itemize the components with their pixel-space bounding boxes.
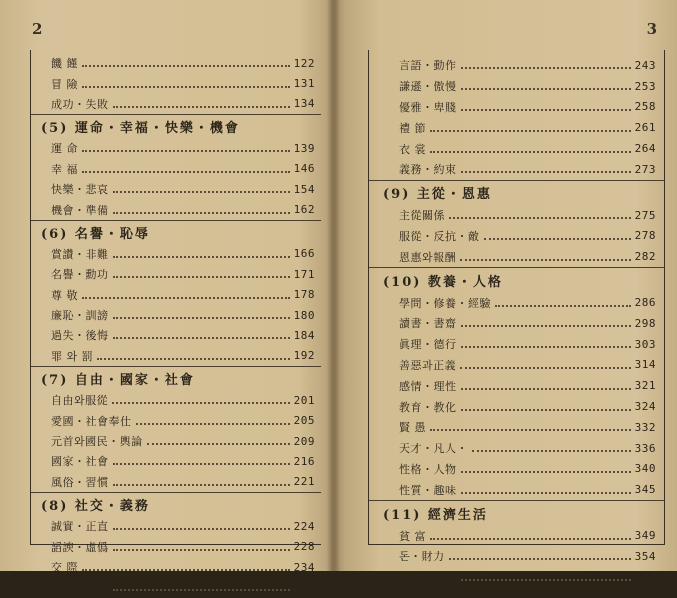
entry-page-number: 192 bbox=[293, 349, 315, 363]
right-contents-list bbox=[369, 55, 664, 588]
contents-entry bbox=[31, 431, 321, 451]
left-page-number: 2 bbox=[32, 20, 43, 38]
entry-title: 饑 饉 bbox=[51, 57, 78, 71]
entry-page-number: 261 bbox=[634, 121, 656, 135]
left-contents-list bbox=[31, 53, 321, 598]
dot-leader bbox=[461, 388, 631, 390]
dot-leader bbox=[461, 67, 631, 69]
section-header bbox=[369, 180, 664, 205]
contents-entry bbox=[369, 226, 664, 247]
entry-title: 人事・愛嬌 bbox=[51, 581, 109, 595]
entry-page-number: 228 bbox=[293, 540, 315, 554]
section-header bbox=[31, 492, 321, 516]
entry-page-number: 253 bbox=[634, 79, 656, 93]
contents-entry bbox=[369, 355, 664, 376]
contents-entry bbox=[31, 472, 321, 492]
entry-page-number: 184 bbox=[293, 328, 315, 342]
section-title: (10) 教養・人格 bbox=[383, 274, 503, 290]
dot-leader bbox=[430, 151, 631, 153]
section-header bbox=[369, 267, 664, 292]
entry-title: 善惡과正義 bbox=[399, 358, 457, 372]
entry-page-number: 240 bbox=[293, 580, 315, 594]
dot-leader bbox=[472, 450, 631, 452]
entry-page-number: 324 bbox=[634, 400, 656, 414]
contents-entry bbox=[31, 557, 321, 577]
entry-page-number: 166 bbox=[293, 247, 315, 261]
contents-entry bbox=[369, 396, 664, 417]
entry-page-number: 154 bbox=[293, 182, 315, 196]
contents-entry bbox=[31, 159, 321, 179]
entry-title: 運 命 bbox=[51, 142, 78, 156]
dot-leader bbox=[460, 259, 630, 261]
contents-entry bbox=[369, 313, 664, 334]
contents-entry bbox=[31, 410, 321, 430]
entry-page-number: 146 bbox=[293, 162, 315, 176]
left-page bbox=[0, 0, 330, 595]
section-header bbox=[31, 220, 321, 244]
entry-title: 性質・趣味 bbox=[399, 483, 457, 497]
dot-leader bbox=[82, 171, 290, 173]
dot-leader bbox=[495, 305, 631, 307]
contents-entry bbox=[31, 577, 321, 597]
dot-leader bbox=[461, 325, 631, 327]
entry-page-number: 216 bbox=[293, 454, 315, 468]
entry-page-number: 278 bbox=[634, 229, 656, 243]
contents-entry bbox=[369, 525, 664, 546]
dot-leader bbox=[430, 130, 631, 132]
entry-page-number: 332 bbox=[634, 420, 656, 434]
contents-entry bbox=[369, 567, 664, 588]
dot-leader bbox=[461, 88, 631, 90]
contents-entry bbox=[31, 451, 321, 471]
entry-title: 學問・修養・經驗 bbox=[399, 296, 491, 310]
dot-leader bbox=[113, 589, 290, 591]
contents-entry bbox=[31, 285, 321, 305]
entry-title: 謟諛・虛僞 bbox=[51, 540, 109, 554]
entry-title: 元首와國民・輿論 bbox=[51, 435, 143, 449]
contents-entry bbox=[31, 179, 321, 199]
entry-page-number: 201 bbox=[293, 393, 315, 407]
section-header bbox=[31, 366, 321, 390]
contents-entry bbox=[31, 305, 321, 325]
entry-title: 快樂・悲哀 bbox=[51, 183, 109, 197]
dot-leader bbox=[449, 217, 631, 219]
entry-title: 幸 福 bbox=[51, 162, 78, 176]
entry-page-number: 273 bbox=[634, 162, 656, 176]
entry-title: 風俗・習慣 bbox=[51, 475, 109, 489]
entry-title: 恩惠와報酬 bbox=[399, 250, 457, 264]
entry-title: 教育・教化 bbox=[399, 400, 457, 414]
dot-leader bbox=[97, 358, 290, 360]
section-title: (11) 經濟生活 bbox=[383, 507, 488, 523]
contents-entry bbox=[369, 438, 664, 459]
entry-page-number: 131 bbox=[293, 77, 315, 91]
dot-leader bbox=[449, 558, 631, 560]
entry-page-number: 369 bbox=[634, 570, 656, 584]
dot-leader bbox=[461, 579, 631, 581]
entry-title: 名譽・勳功 bbox=[51, 268, 109, 282]
entry-title: 性格・人物 bbox=[399, 462, 457, 476]
dot-leader bbox=[82, 65, 290, 67]
entry-title: 服從・反抗・敵 bbox=[399, 229, 480, 243]
dot-leader bbox=[136, 423, 290, 425]
dot-leader bbox=[113, 106, 290, 108]
entry-page-number: 264 bbox=[634, 142, 656, 156]
right-contents-frame bbox=[368, 50, 665, 585]
entry-page-number: 314 bbox=[634, 358, 656, 372]
contents-entry bbox=[31, 199, 321, 219]
entry-title: 賞讚・非難 bbox=[51, 247, 109, 261]
contents-entry bbox=[369, 55, 664, 76]
contents-entry bbox=[369, 459, 664, 480]
section-title: (8) 社交・義務 bbox=[41, 499, 150, 515]
dot-leader bbox=[82, 150, 290, 152]
entry-page-number: 139 bbox=[293, 141, 315, 155]
entry-title: 機會・準備 bbox=[51, 203, 109, 217]
dot-leader bbox=[113, 549, 290, 551]
entry-page-number: 298 bbox=[634, 316, 656, 330]
contents-entry bbox=[31, 73, 321, 93]
entry-title: 廉恥・訓謗 bbox=[51, 309, 109, 323]
entry-page-number: 162 bbox=[293, 203, 315, 217]
section-title: (5) 運命・幸福・快樂・機會 bbox=[41, 121, 240, 137]
contents-entry bbox=[369, 417, 664, 438]
entry-title: 冒 險 bbox=[51, 77, 78, 91]
dot-leader bbox=[113, 484, 290, 486]
entry-title: 義務・約束 bbox=[399, 163, 457, 177]
entry-title: 主從關係 bbox=[399, 209, 445, 223]
dot-leader bbox=[113, 528, 290, 530]
entry-page-number: 180 bbox=[293, 308, 315, 322]
contents-entry bbox=[31, 244, 321, 264]
entry-page-number: 349 bbox=[634, 529, 656, 543]
contents-entry bbox=[369, 76, 664, 97]
contents-entry bbox=[369, 479, 664, 500]
contents-entry bbox=[31, 94, 321, 114]
dot-leader bbox=[430, 429, 631, 431]
entry-page-number: 134 bbox=[293, 97, 315, 111]
entry-page-number: 224 bbox=[293, 519, 315, 533]
contents-entry bbox=[31, 264, 321, 284]
contents-entry bbox=[31, 536, 321, 556]
dot-leader bbox=[113, 463, 290, 465]
entry-page-number: 321 bbox=[634, 379, 656, 393]
entry-title: 賢 愚 bbox=[399, 421, 426, 435]
entry-page-number: 171 bbox=[293, 267, 315, 281]
dot-leader bbox=[484, 238, 631, 240]
entry-title: 貧 富 bbox=[399, 529, 426, 543]
entry-title: 感情・理性 bbox=[399, 379, 457, 393]
entry-page-number: 205 bbox=[293, 414, 315, 428]
dot-leader bbox=[461, 409, 631, 411]
left-contents-frame bbox=[30, 50, 321, 595]
contents-entry bbox=[369, 205, 664, 226]
dot-leader bbox=[461, 171, 631, 173]
entry-title: 交 際 bbox=[51, 561, 78, 574]
contents-entry bbox=[369, 246, 664, 267]
dot-leader bbox=[461, 471, 631, 473]
contents-entry bbox=[369, 334, 664, 355]
entry-page-number: 286 bbox=[634, 296, 656, 310]
dot-leader bbox=[82, 86, 290, 88]
entry-title: 成功・失敗 bbox=[51, 97, 109, 111]
entry-page-number: 209 bbox=[293, 434, 315, 448]
entry-page-number: 221 bbox=[293, 475, 315, 489]
dot-leader bbox=[113, 276, 290, 278]
entry-page-number: 340 bbox=[634, 462, 656, 476]
dot-leader bbox=[112, 402, 289, 404]
section-title: (6) 名譽・恥辱 bbox=[41, 226, 150, 242]
entry-title: 愛國・社會奉仕 bbox=[51, 414, 132, 428]
entry-title: 謙遜・傲慢 bbox=[399, 80, 457, 94]
entry-title: 禮 節 bbox=[399, 121, 426, 135]
right-page-number: 3 bbox=[646, 20, 657, 38]
contents-entry bbox=[369, 117, 664, 138]
entry-page-number: 282 bbox=[634, 250, 656, 264]
entry-title: 誠實・正直 bbox=[51, 520, 109, 534]
contents-entry bbox=[31, 325, 321, 345]
entry-title: 國家・社會 bbox=[51, 455, 109, 469]
dot-leader bbox=[82, 297, 290, 299]
entry-page-number: 275 bbox=[634, 208, 656, 222]
entry-page-number: 243 bbox=[634, 58, 656, 72]
dot-leader bbox=[461, 346, 631, 348]
section-title: (7) 自由・國家・社會 bbox=[41, 373, 195, 389]
dot-leader bbox=[113, 317, 290, 319]
dot-leader bbox=[113, 337, 290, 339]
contents-entry bbox=[369, 138, 664, 159]
contents-entry bbox=[31, 390, 321, 410]
entry-title: 言語・動作 bbox=[399, 59, 457, 73]
entry-page-number: 354 bbox=[634, 549, 656, 563]
entry-page-number: 258 bbox=[634, 100, 656, 114]
dot-leader bbox=[113, 212, 290, 214]
section-title: (9) 主從・恩惠 bbox=[383, 187, 492, 203]
entry-title: 眞理・德行 bbox=[399, 338, 457, 352]
contents-entry bbox=[369, 292, 664, 313]
entry-page-number: 234 bbox=[293, 560, 315, 574]
entry-page-number: 303 bbox=[634, 337, 656, 351]
dot-leader bbox=[461, 109, 631, 111]
right-page bbox=[338, 0, 677, 585]
dot-leader bbox=[113, 256, 290, 258]
entry-title: 自由와服從 bbox=[51, 394, 109, 408]
entry-page-number: 178 bbox=[293, 288, 315, 302]
entry-page-number: 122 bbox=[293, 56, 315, 70]
contents-entry bbox=[31, 346, 321, 366]
dot-leader bbox=[147, 443, 290, 445]
entry-title: 優雅・卑賤 bbox=[399, 100, 457, 114]
contents-entry bbox=[31, 516, 321, 536]
entry-title: 衣 裳 bbox=[399, 142, 426, 156]
dot-leader bbox=[461, 492, 631, 494]
dot-leader bbox=[113, 191, 290, 193]
contents-entry bbox=[369, 97, 664, 118]
entry-page-number: 345 bbox=[634, 483, 656, 497]
contents-entry bbox=[369, 375, 664, 396]
entry-title: 돈・財力 bbox=[399, 550, 445, 564]
entry-title: 讀書・書齋 bbox=[399, 317, 457, 331]
entry-title: 節約・浪費 bbox=[399, 571, 457, 585]
contents-entry bbox=[369, 546, 664, 567]
entry-title: 過失・後悔 bbox=[51, 329, 109, 343]
section-header bbox=[369, 500, 664, 525]
section-header bbox=[31, 114, 321, 138]
entry-page-number: 336 bbox=[634, 441, 656, 455]
dot-leader bbox=[460, 367, 630, 369]
entry-title: 罪 와 罰 bbox=[51, 349, 94, 363]
contents-entry bbox=[369, 159, 664, 180]
entry-title: 尊 敬 bbox=[51, 288, 78, 302]
dot-leader bbox=[430, 538, 631, 540]
contents-entry bbox=[31, 138, 321, 158]
contents-entry bbox=[31, 53, 321, 73]
entry-title: 天才・凡人・ bbox=[399, 442, 468, 456]
